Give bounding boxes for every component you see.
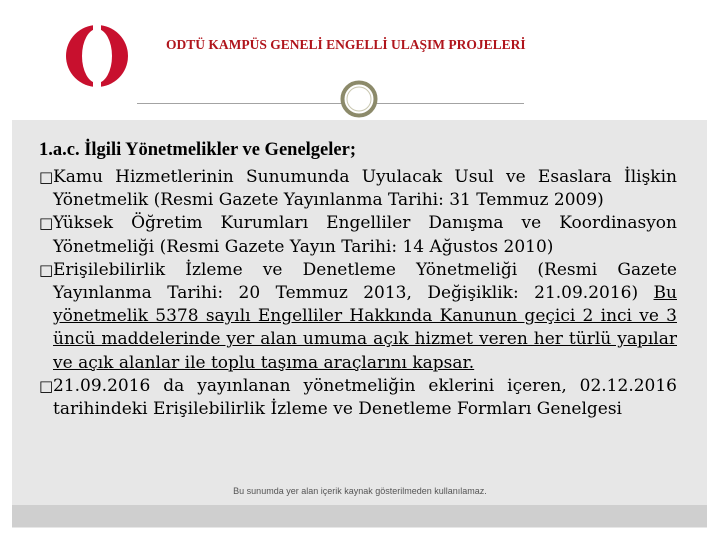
list-item-text: Erişilebilirlik İzleme ve Denetleme Yönetmeliği (Resmi Gazete Yayınlanma Tarihi: 20 Temmuz 2013, Değişiklik: 21.09.2016) [53, 259, 677, 304]
list-item-text: Yüksek Öğretim Kurumları Engelliler Danışma ve Koordinasyon Yönetmeliği (Resmi Gazete Yayın Tarihi: 14 Ağustos 2010) [53, 213, 677, 257]
odtu-logo [63, 22, 131, 90]
content-panel-footer-band [12, 505, 707, 527]
page-header-title: ODTÜ KAMPÜS GENELİ ENGELLİ ULAŞIM PROJELERİ [166, 37, 526, 52]
list-item-underlined-text: Bu yönetmelik 5378 sayılı Engelliler Hakkında Kanunun geçici 2 inci ve 3 üncü maddelerinde yer alan umuma açık hizmet veren her türlü yapılar ve açık alanlar ile toplu taşıma araçlarını kapsar. [53, 283, 677, 373]
list-item-text: Kamu Hizmetlerinin Sunumunda Uyulacak Usul ve Esaslara İlişkin Yönetmelik (Resmi Gazete Yayınlanma Tarihi: 31 Temmuz 2009) [53, 167, 677, 211]
bullet-box-icon: □ [39, 168, 54, 186]
bullet-box-icon: □ [39, 260, 54, 279]
list-item-text: 21.09.2016 da yayınlanan yönetmeliğin eklerini içeren, 02.12.2016 tarihindeki Erişilebilirlik İzleme ve Denetleme Formları Genelgesi [53, 375, 677, 420]
decorative-ring-icon [340, 80, 378, 118]
list-item [39, 212, 677, 258]
list-item [39, 259, 677, 375]
regulation-list [39, 166, 677, 421]
copyright-footer-note: Bu sunumda yer alan içerik kaynak gösterilmeden kullanılamaz. [233, 486, 487, 496]
bullet-box-icon: □ [39, 376, 54, 395]
section-title: 1.a.c. İlgili Yönetmelikler ve Genelgeler; [39, 140, 356, 160]
list-item [39, 166, 677, 212]
list-item [39, 375, 677, 421]
bullet-box-icon: □ [39, 214, 54, 233]
header-divider [137, 103, 524, 104]
